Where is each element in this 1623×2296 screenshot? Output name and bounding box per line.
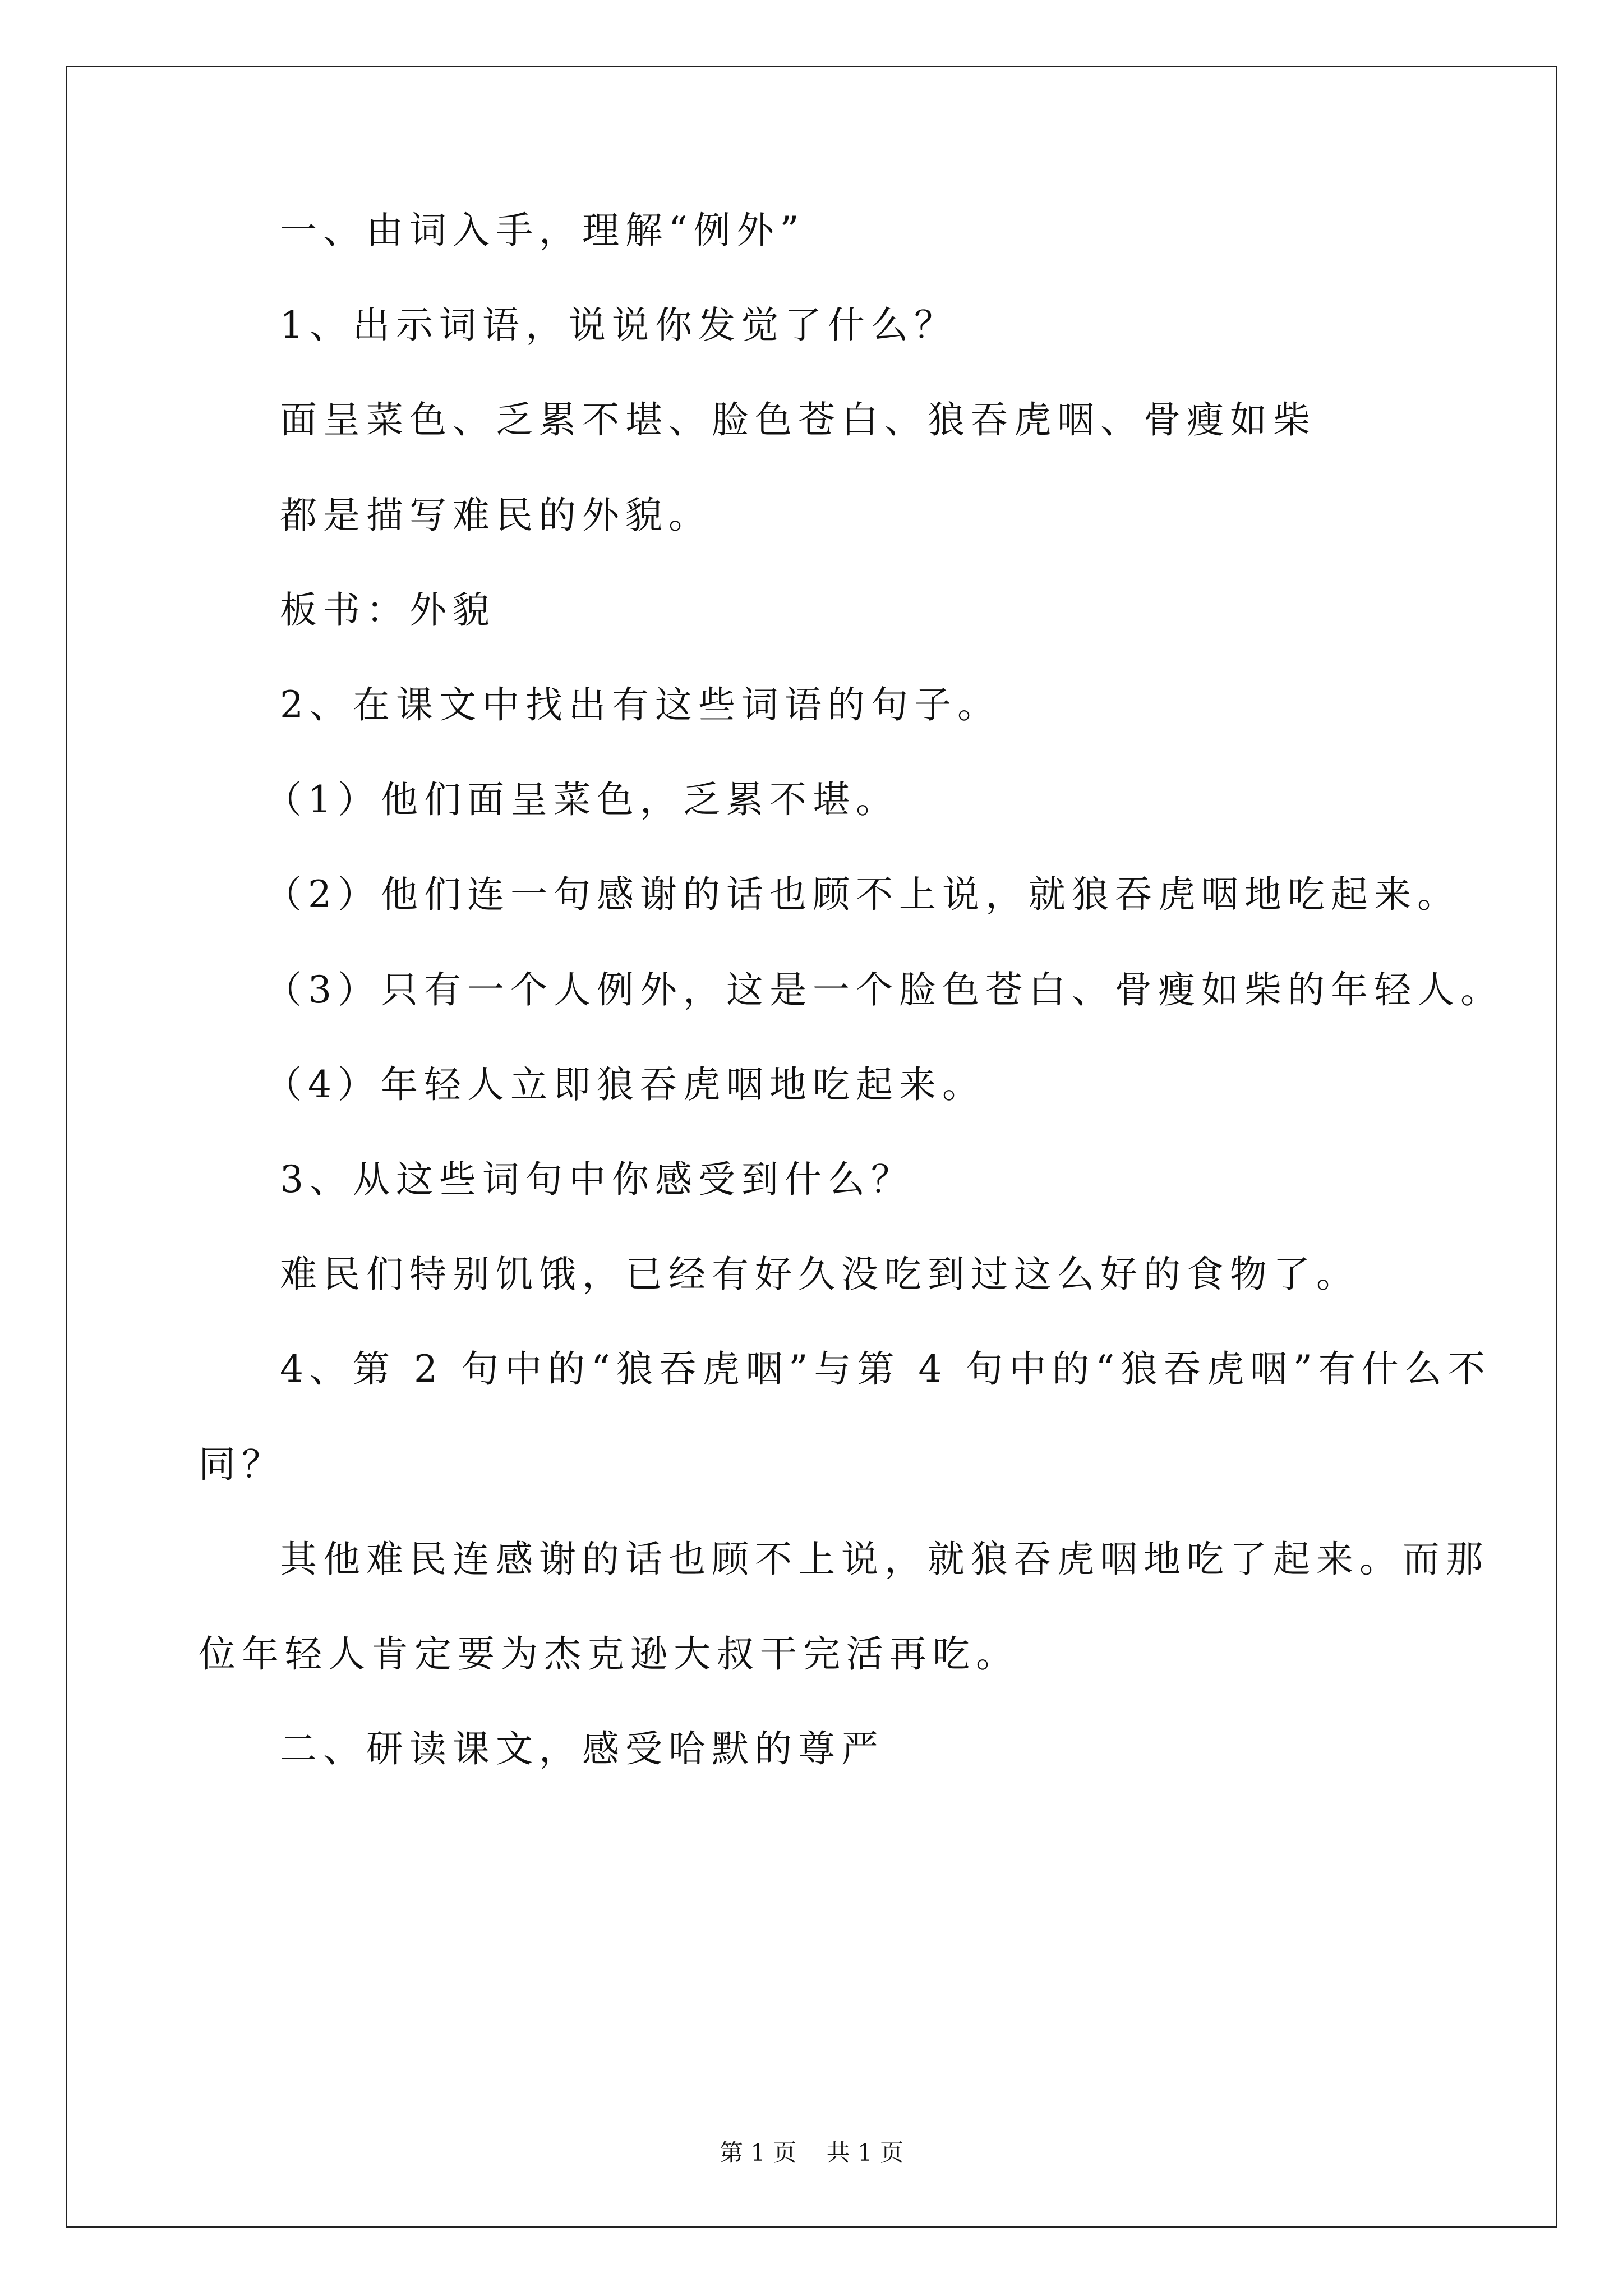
- page-number: 第 1 页: [719, 2139, 797, 2166]
- section-heading-1: 一、由词入手，理解“例外”: [280, 209, 805, 252]
- section-heading-2: 二、研读课文，感受哈默的尊严: [280, 1727, 884, 1770]
- paragraph-line: 面呈菜色、乏累不堪、脸色苍白、狼吞虎咽、骨瘦如柴: [280, 398, 1316, 441]
- paragraph-line: 其他难民连感谢的话也顾不上说，就狼吞虎咽地吃了起来。而那: [280, 1538, 1489, 1581]
- paragraph-line: 同？: [199, 1443, 285, 1486]
- paragraph-line: 1、出示词语，说说你发觉了什么？: [280, 303, 957, 347]
- paragraph-line: 都是描写难民的外貌。: [280, 494, 712, 537]
- page-border: [66, 66, 1557, 2228]
- paragraph-line: 2、在课文中找出有这些词语的句子。: [280, 683, 1000, 726]
- paragraph-line: 4、第 2 句中的“狼吞虎咽”与第 4 句中的“狼吞虎咽”有什么不: [280, 1347, 1491, 1391]
- paragraph-line: （1）他们面呈菜色，乏累不堪。: [265, 778, 899, 821]
- paragraph-line: 难民们特别饥饿，已经有好久没吃到过这么好的食物了。: [280, 1253, 1359, 1296]
- paragraph-line: 3、从这些词句中你感受到什么？: [280, 1158, 914, 1201]
- paragraph-line: （4）年轻人立即狼吞虎咽地吃起来。: [265, 1063, 985, 1106]
- paragraph-line: 位年轻人肯定要为杰克逊大叔干完活再吃。: [199, 1632, 1019, 1676]
- paragraph-line: （3）只有一个人例外，这是一个脸色苍白、骨瘦如柴的年轻人。: [265, 968, 1504, 1011]
- paragraph-line: 板书：外貌: [280, 588, 496, 632]
- paragraph-line: （2）他们连一句感谢的话也顾不上说，就狼吞虎咽地吃起来。: [265, 873, 1460, 916]
- page-footer: [0, 2134, 1623, 2168]
- page-total: 共 1 页: [826, 2139, 904, 2166]
